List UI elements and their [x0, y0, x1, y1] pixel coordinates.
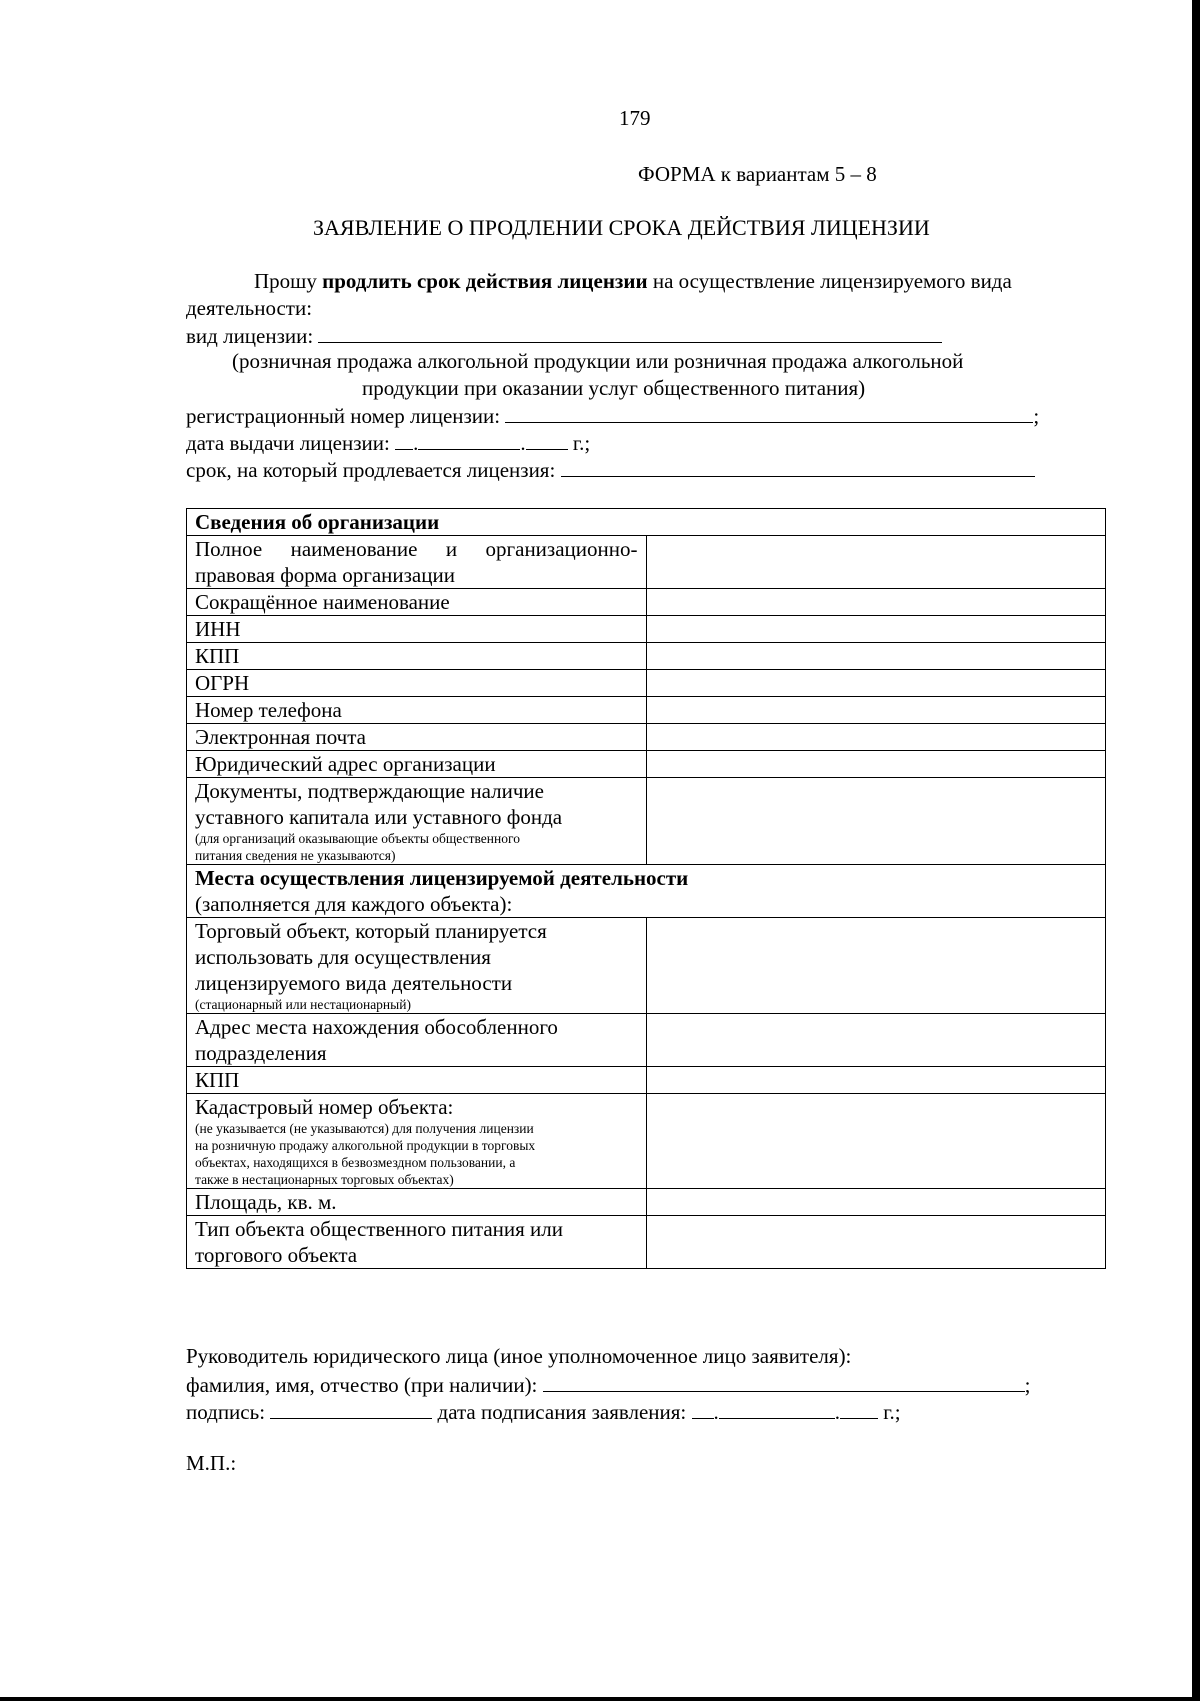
issue-date-dot-1: . [413, 431, 419, 455]
issue-year-field[interactable] [526, 429, 568, 450]
page-bottom-edge [0, 1697, 1200, 1701]
intro-line-1 [254, 268, 1012, 294]
table-row [187, 724, 1106, 751]
cadastral-value[interactable] [646, 1094, 1106, 1189]
sign-day-field[interactable] [692, 1398, 714, 1419]
ogrn-label: ОГРН [187, 670, 647, 697]
branch-kpp-label: КПП [187, 1067, 647, 1094]
sign-date-dot-1: . [713, 1400, 719, 1424]
object-type-value[interactable] [646, 1216, 1106, 1269]
page-edge [1192, 0, 1200, 1701]
phone-label: Номер телефона [187, 697, 647, 724]
sign-date-label: дата подписания заявления: [437, 1400, 687, 1424]
legal-address-value[interactable] [646, 751, 1106, 778]
full-name-label: Полное наименование и организационно- правовая форма организации [187, 536, 647, 589]
stamp-label: М.П.: [186, 1451, 237, 1475]
table-row [187, 643, 1106, 670]
table-row [187, 778, 1106, 865]
reg-number-label: регистрационный номер лицензии: [186, 404, 501, 428]
section-places-header: Места осуществления лицензируемой деятельности (заполняется для каждого объекта): [187, 865, 1106, 918]
table-row [187, 697, 1106, 724]
inn-label: ИНН [187, 616, 647, 643]
area-value[interactable] [646, 1189, 1106, 1216]
signature-row [186, 1398, 901, 1425]
extension-row [186, 456, 1035, 483]
ogrn-value[interactable] [646, 670, 1106, 697]
license-type-note-2: продукции при оказании услуг общественного питания) [362, 376, 866, 400]
fio-row [186, 1371, 1031, 1398]
table-row [187, 1189, 1106, 1216]
page-number: 179 [619, 106, 651, 130]
document-title: ЗАЯВЛЕНИЕ О ПРОДЛЕНИИ СРОКА ДЕЙСТВИЯ ЛИЦЕНЗИИ [313, 215, 930, 240]
section-places-header-row [187, 865, 1106, 918]
email-label: Электронная почта [187, 724, 647, 751]
sign-year-field[interactable] [840, 1398, 878, 1419]
area-label: Площадь, кв. м. [187, 1189, 647, 1216]
extension-field[interactable] [561, 456, 1035, 477]
extension-label: срок, на который продлевается лицензия: [186, 458, 556, 482]
section-org-header: Сведения об организации [187, 509, 1106, 536]
license-type-field[interactable] [318, 322, 942, 343]
intro-bold: продлить срок действия лицензии [322, 269, 648, 293]
docs-label: Документы, подтверждающие наличие уставного капитала или уставного фонда (для организаций оказывающие объекты общественного питания сведения не указываются) [187, 778, 647, 865]
table-row [187, 670, 1106, 697]
sign-year-suffix: г.; [883, 1400, 901, 1424]
reg-number-semicolon: ; [1033, 404, 1040, 428]
issue-day-field[interactable] [395, 429, 413, 450]
table-row [187, 1067, 1106, 1094]
email-value[interactable] [646, 724, 1106, 751]
short-name-value[interactable] [646, 589, 1106, 616]
fio-semicolon: ; [1024, 1373, 1031, 1397]
inn-value[interactable] [646, 616, 1106, 643]
license-type-row [186, 322, 942, 349]
trade-object-label: Торговый объект, который планируется использовать для осуществления лицензируемого вида деятельности (стационарный или нестационарный) [187, 918, 647, 1014]
license-type-note-1: (розничная продажа алкогольной продукции или розничная продажа алкогольной [232, 349, 964, 373]
table-row [187, 751, 1106, 778]
intro-line-2: деятельности: [186, 296, 313, 320]
table-row [187, 1216, 1106, 1269]
head-label: Руководитель юридического лица (иное уполномоченное лицо заявителя): [186, 1344, 852, 1368]
branch-address-label: Адрес места нахождения обособленного подразделения [187, 1014, 647, 1067]
issue-date-label: дата выдачи лицензии: [186, 431, 390, 455]
intro-suffix: на осуществление лицензируемого вида [647, 269, 1012, 293]
branch-address-value[interactable] [646, 1014, 1106, 1067]
fio-field[interactable] [543, 1371, 1025, 1392]
issue-date-dot-2: . [520, 431, 526, 455]
reg-number-field[interactable] [505, 402, 1033, 423]
table-row [187, 1094, 1106, 1189]
legal-address-label: Юридический адрес организации [187, 751, 647, 778]
short-name-label: Сокращённое наименование [187, 589, 647, 616]
license-type-label: вид лицензии: [186, 324, 314, 348]
section-org-header-row [187, 509, 1106, 536]
issue-year-suffix: г.; [572, 431, 591, 455]
reg-number-row [186, 402, 1039, 429]
signature-label: подпись: [186, 1400, 266, 1424]
sign-month-field[interactable] [719, 1398, 835, 1419]
signature-field[interactable] [270, 1398, 432, 1419]
cadastral-label: Кадастровый номер объекта: (не указывается (не указываются) для получения лицензии на розничную продажу алкогольной продукции в торговых объектах, находящихся в безвозмездном пользовании, а также в нестационарных торговых объектах) [187, 1094, 647, 1189]
table-row [187, 536, 1106, 589]
full-name-value[interactable] [646, 536, 1106, 589]
table-row [187, 589, 1106, 616]
docs-value[interactable] [646, 778, 1106, 865]
issue-month-field[interactable] [418, 429, 520, 450]
issue-date-row [186, 429, 590, 456]
organization-table [186, 508, 1106, 1269]
kpp-value[interactable] [646, 643, 1106, 670]
intro-prefix: Прошу [254, 269, 323, 293]
trade-object-value[interactable] [646, 918, 1106, 1014]
object-type-label: Тип объекта общественного питания или торгового объекта [187, 1216, 647, 1269]
table-row [187, 1014, 1106, 1067]
branch-kpp-value[interactable] [646, 1067, 1106, 1094]
table-row [187, 616, 1106, 643]
form-label: ФОРМА к вариантам 5 – 8 [638, 162, 877, 186]
kpp-label: КПП [187, 643, 647, 670]
fio-label: фамилия, имя, отчество (при наличии): [186, 1373, 538, 1397]
sign-date-dot-2: . [834, 1400, 841, 1424]
phone-value[interactable] [646, 697, 1106, 724]
table-row [187, 918, 1106, 1014]
